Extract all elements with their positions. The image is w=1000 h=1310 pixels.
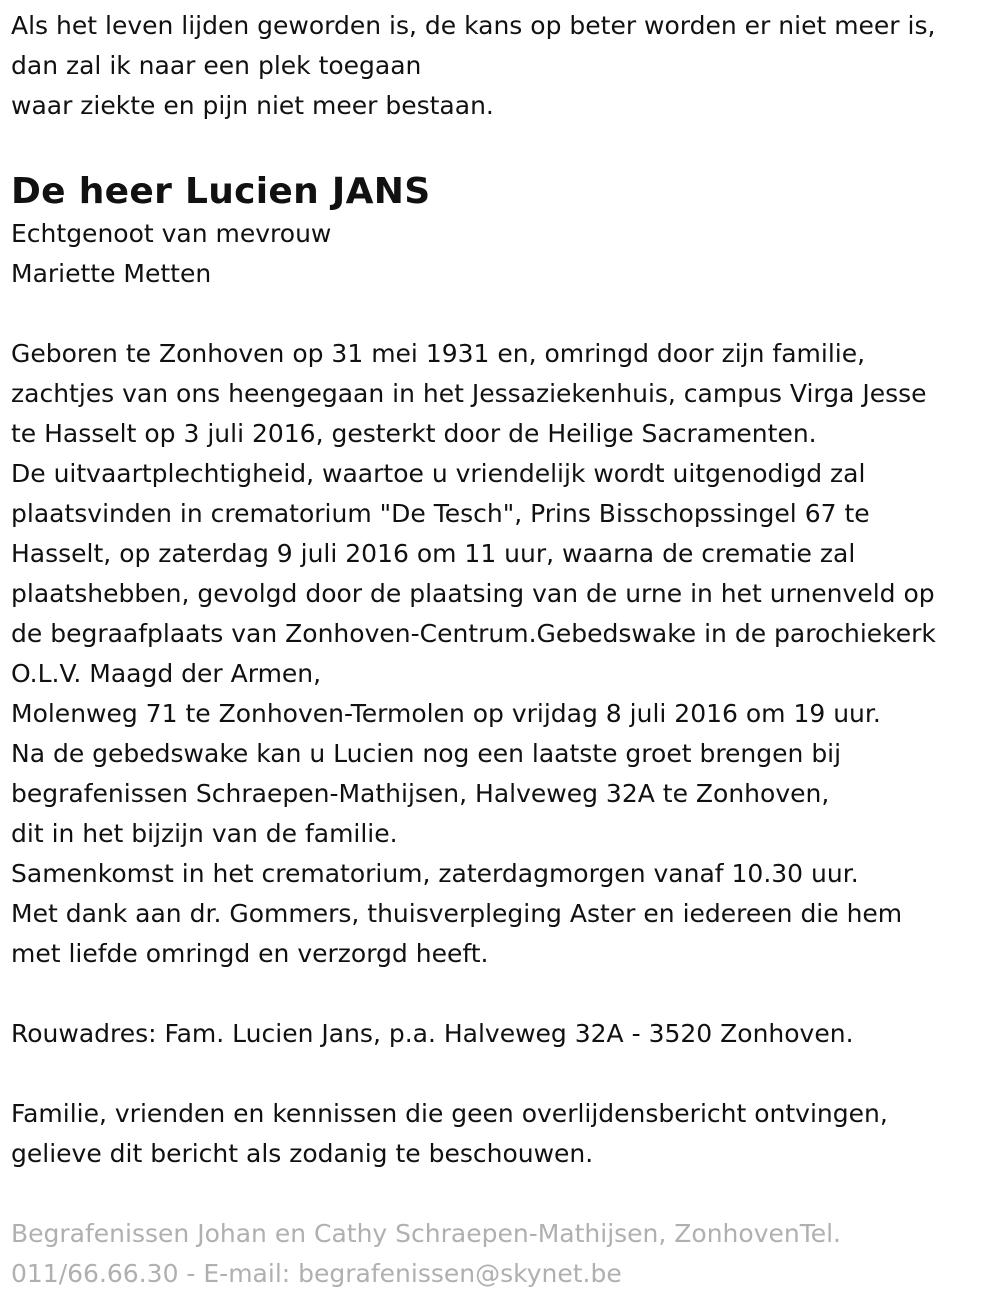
notice-line: gelieve dit bericht als zodanig te beschouwen. xyxy=(11,1139,594,1168)
announcement-line: plaatshebben, gevolgd door de plaatsing van de urne in het urnenveld op xyxy=(11,579,935,608)
announcement-line: de begraafplaats van Zonhoven-Centrum.Gebedswake in de parochiekerk xyxy=(11,619,936,648)
footer-line: 011/66.66.30 - E-mail: begrafenissen@skynet.be xyxy=(11,1259,622,1288)
obituary-notice xyxy=(11,0,996,1294)
announcement-text xyxy=(11,334,996,974)
spacer xyxy=(11,1054,996,1094)
deceased-name: De heer Lucien JANS xyxy=(11,171,431,212)
announcement-line: met liefde omringd en verzorgd heeft. xyxy=(11,939,489,968)
announcement-line: Geboren te Zonhoven op 31 mei 1931 en, omringd door zijn familie, xyxy=(11,339,866,368)
spacer xyxy=(11,294,996,334)
spouse-line: Echtgenoot van mevrouw xyxy=(11,219,332,248)
announcement-line: Samenkomst in het crematorium, zaterdagmorgen vanaf 10.30 uur. xyxy=(11,859,859,888)
announcement-line: De uitvaartplechtigheid, waartoe u vriendelijk wordt uitgenodigd zal xyxy=(11,459,866,488)
footer-line: Begrafenissen Johan en Cathy Schraepen-Mathijsen, ZonhovenTel. xyxy=(11,1219,842,1248)
announcement-line: Met dank aan dr. Gommers, thuisverpleging Aster en iedereen die hem xyxy=(11,899,903,928)
funeral-home-footer xyxy=(11,1214,996,1294)
announcement-line: zachtjes van ons heengegaan in het Jessaziekenhuis, campus Virga Jesse xyxy=(11,379,927,408)
poem-verse xyxy=(11,6,996,126)
poem-line: waar ziekte en pijn niet meer bestaan. xyxy=(11,91,494,120)
announcement-line: Hasselt, op zaterdag 9 juli 2016 om 11 uur, waarna de crematie zal xyxy=(11,539,856,568)
announcement-line: begrafenissen Schraepen-Mathijsen, Halveweg 32A te Zonhoven, xyxy=(11,779,830,808)
announcement-line: Molenweg 71 te Zonhoven-Termolen op vrijdag 8 juli 2016 om 19 uur. xyxy=(11,699,881,728)
announcement-line: dit in het bijzijn van de familie. xyxy=(11,819,398,848)
notice-line: Familie, vrienden en kennissen die geen overlijdensbericht ontvingen, xyxy=(11,1099,888,1128)
spacer xyxy=(11,1174,996,1214)
notice-text xyxy=(11,1094,996,1174)
poem-line: dan zal ik naar een plek toegaan xyxy=(11,51,422,80)
announcement-line: plaatsvinden in crematorium "De Tesch", Prins Bisschopssingel 67 te xyxy=(11,499,870,528)
spacer xyxy=(11,974,996,1014)
announcement-line: O.L.V. Maagd der Armen, xyxy=(11,659,322,688)
poem-line: Als het leven lijden geworden is, de kans op beter worden er niet meer is, xyxy=(11,11,936,40)
spouse-line: Mariette Metten xyxy=(11,259,212,288)
announcement-line: te Hasselt op 3 juli 2016, gesterkt door de Heilige Sacramenten. xyxy=(11,419,817,448)
spouse-info xyxy=(11,214,996,294)
mourning-address: Rouwadres: Fam. Lucien Jans, p.a. Halveweg 32A - 3520 Zonhoven. xyxy=(11,1019,854,1048)
announcement-line: Na de gebedswake kan u Lucien nog een laatste groet brengen bij xyxy=(11,739,842,768)
